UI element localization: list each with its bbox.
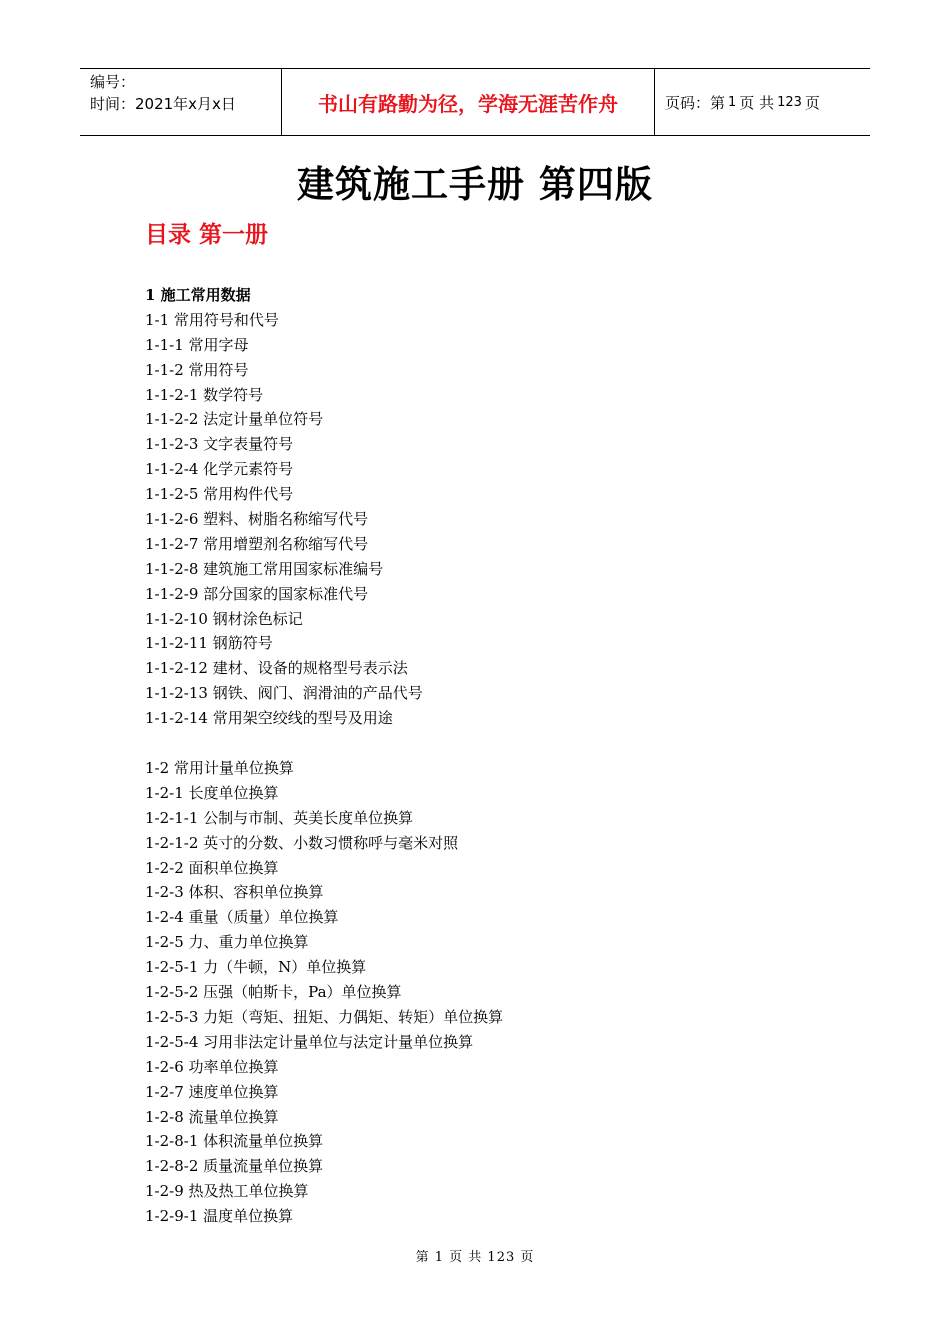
toc-entry: 1-2-2 面积单位换算 xyxy=(145,858,279,877)
toc-section-2-list xyxy=(145,756,845,1229)
toc-entry: 1-2-7 速度单位换算 xyxy=(145,1082,279,1101)
page-total: 123 xyxy=(777,94,802,110)
toc-entry: 1-1-2-10 钢材涂色标记 xyxy=(145,609,303,628)
toc-entry: 1-1-2-8 建筑施工常用国家标准编号 xyxy=(145,559,384,578)
document-number-label: 编号： xyxy=(90,73,136,91)
header-meta-cell xyxy=(80,69,282,135)
document-title: 建筑施工手册 第四版 xyxy=(297,163,653,206)
toc-entry: 1-1-1 常用字母 xyxy=(145,335,249,354)
header-motto: 书山有路勤为径，学海无涯苦作舟 xyxy=(318,91,618,116)
toc-title: 目录 第一册 xyxy=(145,222,269,248)
toc-entry: 1-2-5-2 压强（帕斯卡，Pa）单位换算 xyxy=(145,983,402,1002)
toc-entry: 1-2-5-1 力（牛顿，N）单位换算 xyxy=(145,958,367,977)
toc-entry: 1-2 常用计量单位换算 xyxy=(145,759,294,778)
page-footer: 第 1 页 共 123 页 xyxy=(415,1250,535,1265)
toc-entry: 1-2-8-1 体积流量单位换算 xyxy=(145,1132,324,1151)
toc-section-1-list xyxy=(145,308,845,731)
toc-entry: 1-1-2-9 部分国家的国家标准代号 xyxy=(145,584,369,603)
toc-entry: 1-1-2 常用符号 xyxy=(145,360,249,379)
toc-entry: 1-2-9-1 温度单位换算 xyxy=(145,1207,294,1226)
toc-entry: 1-1-2-7 常用增塑剂名称缩写代号 xyxy=(145,534,369,553)
toc-entry: 1-1-2-11 钢筋符号 xyxy=(145,634,273,653)
header-page-cell xyxy=(655,69,870,135)
toc-entry: 1-1-2-13 钢铁、阀门、润滑油的产品代号 xyxy=(145,684,423,703)
toc-entry: 1-1-2-12 建材、设备的规格型号表示法 xyxy=(145,659,408,678)
toc-entry: 1-2-6 功率单位换算 xyxy=(145,1057,279,1076)
toc-entry: 1-2-1 长度单位换算 xyxy=(145,783,279,802)
toc-spacer xyxy=(145,731,845,756)
page-current: 1 xyxy=(728,94,737,110)
header-motto-cell xyxy=(282,69,655,135)
page-prefix: 页码：第 xyxy=(665,93,726,112)
document-time-label: 时间：2021年x月x日 xyxy=(90,95,236,113)
toc-entry: 1-2-9 热及热工单位换算 xyxy=(145,1182,309,1201)
toc-entry: 1-1-2-2 法定计量单位符号 xyxy=(145,410,324,429)
page-suffix: 页 xyxy=(804,93,820,112)
toc-entry: 1-1-2-4 化学元素符号 xyxy=(145,460,294,479)
toc-entry: 1-2-4 重量（质量）单位换算 xyxy=(145,908,339,927)
toc-entry: 1-1-2-14 常用架空绞线的型号及用途 xyxy=(145,709,393,728)
page-header-table xyxy=(80,68,870,136)
toc-entry: 1-1-2-3 文字表量符号 xyxy=(145,435,294,454)
toc-entry: 1-2-5-3 力矩（弯矩、扭矩、力偶矩、转矩）单位换算 xyxy=(145,1007,504,1026)
toc-section-heading: 1 施工常用数据 xyxy=(145,286,251,304)
toc-entry: 1-2-5-4 习用非法定计量单位与法定计量单位换算 xyxy=(145,1032,474,1051)
toc-entry: 1-1-2-5 常用构件代号 xyxy=(145,485,294,504)
toc-entry: 1-2-1-2 英寸的分数、小数习惯称呼与毫米对照 xyxy=(145,833,459,852)
toc-entry: 1-1-2-1 数学符号 xyxy=(145,385,264,404)
toc-entry: 1-2-8 流量单位换算 xyxy=(145,1107,279,1126)
toc-entry: 1-2-1-1 公制与市制、英美长度单位换算 xyxy=(145,808,414,827)
page-mid: 页 共 xyxy=(739,93,775,112)
toc-entry: 1-2-5 力、重力单位换算 xyxy=(145,933,309,952)
toc-entry: 1-1 常用符号和代号 xyxy=(145,310,279,329)
toc-entry: 1-2-3 体积、容积单位换算 xyxy=(145,883,324,902)
table-of-contents xyxy=(145,283,845,1229)
toc-entry: 1-1-2-6 塑料、树脂名称缩写代号 xyxy=(145,510,369,529)
toc-entry: 1-2-8-2 质量流量单位换算 xyxy=(145,1157,324,1176)
